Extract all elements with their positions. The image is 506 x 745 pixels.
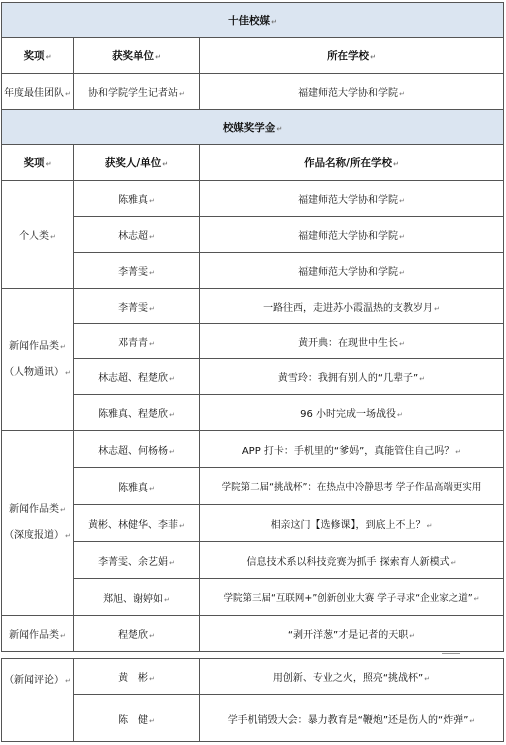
work-cell: 学院第三届“互联网+”创新创业大赛 学子寻求“企业家之道” ↵ bbox=[200, 579, 504, 616]
header-award: 奖项 ↵ bbox=[2, 38, 74, 74]
category-cell bbox=[2, 289, 74, 431]
work-cell: 学院第二届“挑战杯”：在热点中冷静思考 学子作品高端更实用 bbox=[200, 468, 504, 505]
person-cell: 林志超、何杨杨 ↵ bbox=[74, 431, 200, 468]
table-row bbox=[2, 181, 504, 217]
category-cell: 个人类 ↵ bbox=[2, 181, 74, 289]
person-cell: 李菁雯、余艺娟 ↵ bbox=[74, 542, 200, 579]
category-cell bbox=[2, 431, 74, 616]
header-row bbox=[2, 38, 504, 74]
table-row bbox=[2, 217, 504, 253]
table-row bbox=[2, 431, 504, 468]
unit-cell: 协和学院学生记者站 ↵ bbox=[74, 74, 200, 110]
category-line: （人物通讯） ↵ bbox=[4, 366, 71, 380]
section-title-scholarship: 校媒奖学金 ↵ bbox=[2, 110, 504, 145]
work-cell: 相亲这门【选修课】，到底上不上？ ↵ bbox=[200, 505, 504, 542]
table-row bbox=[2, 324, 504, 359]
table-row bbox=[2, 289, 504, 324]
work-cell: 黄开典：在现世中生长 ↵ bbox=[200, 324, 504, 359]
work-cell: 一路往西，走进苏小霞温热的支教岁月 ↵ bbox=[200, 289, 504, 324]
work-cell: 福建师范大学协和学院 ↵ bbox=[200, 181, 504, 217]
person-cell: 黄 彬 ↵ bbox=[74, 659, 200, 695]
person-cell: 林志超、程楚欣 ↵ bbox=[74, 359, 200, 395]
person-cell: 李菁雯 ↵ bbox=[74, 253, 200, 289]
table-row bbox=[2, 359, 504, 395]
page-break-marker bbox=[442, 653, 460, 654]
award-cell: 年度最佳团队 ↵ bbox=[2, 74, 74, 110]
person-cell: 陈雅真 ↵ bbox=[74, 468, 200, 505]
section-title-top-media: 十佳校媒 ↵ bbox=[2, 3, 504, 38]
table-row bbox=[2, 695, 504, 742]
person-cell: 陈 健 ↵ bbox=[74, 695, 200, 742]
awards-table-top bbox=[1, 2, 504, 652]
person-cell: 邓青青 ↵ bbox=[74, 324, 200, 359]
work-cell: 福建师范大学协和学院 ↵ bbox=[200, 253, 504, 289]
category-line: 新闻作品类 ↵ bbox=[4, 503, 71, 517]
header-unit: 获奖单位 ↵ bbox=[74, 38, 200, 74]
person-cell: 黄彬、林健华、李菲 ↵ bbox=[74, 505, 200, 542]
table-row bbox=[2, 468, 504, 505]
table-row bbox=[2, 542, 504, 579]
table-row bbox=[2, 659, 504, 695]
work-cell: 福建师范大学协和学院 ↵ bbox=[200, 217, 504, 253]
person-cell: 林志超 ↵ bbox=[74, 217, 200, 253]
section-title-row bbox=[2, 3, 504, 38]
category-cell: 新闻作品类 ↵ bbox=[2, 616, 74, 652]
section-title-row bbox=[2, 110, 504, 145]
work-cell: 信息技术系以科技竞赛为抓手 探索育人新模式 ↵ bbox=[200, 542, 504, 579]
person-cell: 郑旭、谢婷如 ↵ bbox=[74, 579, 200, 616]
category-line: 新闻作品类 ↵ bbox=[4, 340, 71, 354]
awards-table-continued bbox=[1, 658, 504, 742]
school-cell: 福建师范大学协和学院 ↵ bbox=[200, 74, 504, 110]
category-cell: （新闻评论） ↵ bbox=[2, 659, 74, 742]
work-cell: 用创新、专业之火，照亮“挑战杯” ↵ bbox=[200, 659, 504, 695]
table-row bbox=[2, 616, 504, 652]
work-cell: 黄雪玲：我拥有别人的“几辈子” ↵ bbox=[200, 359, 504, 395]
header-work: 作品名称/所在学校 ↵ bbox=[200, 145, 504, 181]
category-line: （深度报道） ↵ bbox=[4, 529, 71, 543]
person-cell: 程楚欣 ↵ bbox=[74, 616, 200, 652]
header-award: 奖项 ↵ bbox=[2, 145, 74, 181]
person-cell: 陈雅真 ↵ bbox=[74, 181, 200, 217]
header-row bbox=[2, 145, 504, 181]
header-person: 获奖人/单位 ↵ bbox=[74, 145, 200, 181]
table-row bbox=[2, 579, 504, 616]
work-cell: APP 打卡：手机里的“爹妈”，真能管住自己吗？ ↵ bbox=[200, 431, 504, 468]
table-row bbox=[2, 74, 504, 110]
table-row bbox=[2, 253, 504, 289]
table-row bbox=[2, 505, 504, 542]
table-row bbox=[2, 395, 504, 431]
work-cell: 96 小时完成一场战役 ↵ bbox=[200, 395, 504, 431]
work-cell: 学手机销毁大会：暴力教育是“鞭炮”还是伤人的“炸弹” ↵ bbox=[200, 695, 504, 742]
header-school: 所在学校 ↵ bbox=[200, 38, 504, 74]
work-cell: “剥开洋葱”才是记者的天职 ↵ bbox=[200, 616, 504, 652]
person-cell: 陈雅真、程楚欣 ↵ bbox=[74, 395, 200, 431]
person-cell: 李菁雯 ↵ bbox=[74, 289, 200, 324]
